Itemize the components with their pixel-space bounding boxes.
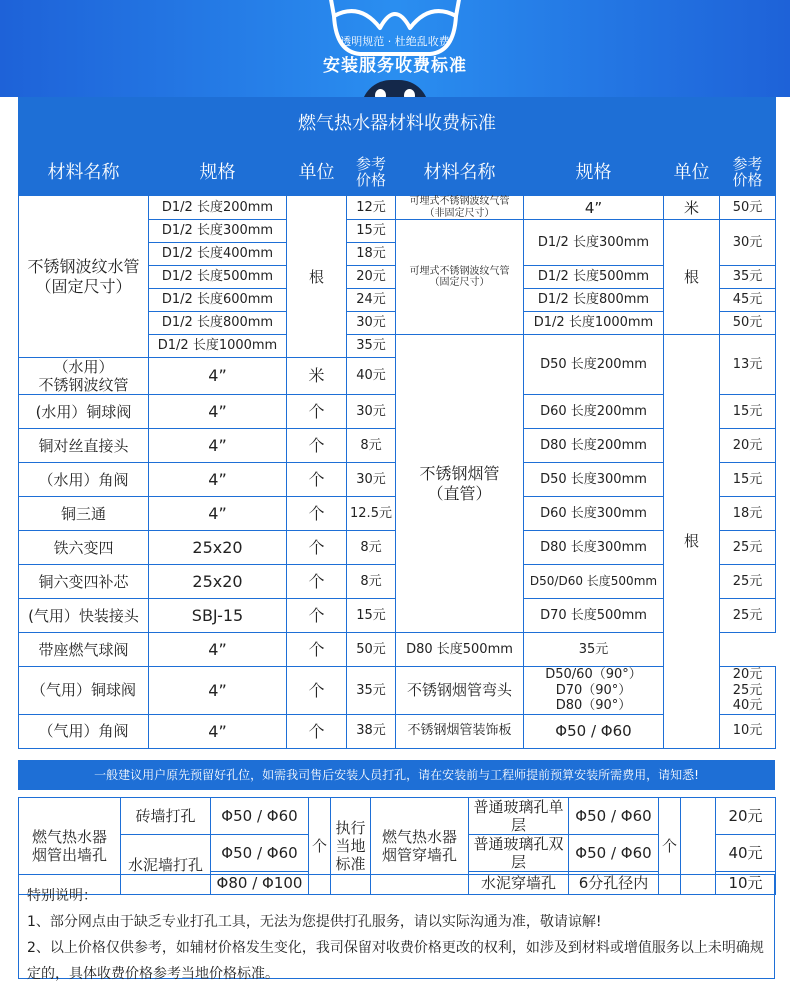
material-name: 铜三通 xyxy=(19,497,149,531)
unit-cell: 个 xyxy=(287,633,347,667)
spec-cell: D1/2 长度1000mm xyxy=(524,312,664,335)
unit-cell: 个 xyxy=(309,798,331,895)
price-cell: 18元 xyxy=(720,497,776,531)
material-name: (水用）铜球阀 xyxy=(19,395,149,429)
price-cell: 20元 25元 40元 xyxy=(720,667,776,715)
spec-cell: D1/2 长度800mm xyxy=(149,312,287,335)
price-cell: 30元 xyxy=(347,463,396,497)
drill-type: 普通玻璃孔双层 xyxy=(469,835,569,872)
spec-cell: D80 长度500mm xyxy=(396,633,524,667)
material-name: 不锈钢烟管弯头 xyxy=(396,667,524,715)
drill-spec: 6分孔径内 xyxy=(569,872,659,895)
col-name-left: 材料名称 xyxy=(19,151,149,196)
col-name-right: 材料名称 xyxy=(396,151,524,196)
price-cell: 15元 xyxy=(347,599,396,633)
price-cell: 10元 xyxy=(716,872,776,895)
unit-cell: 个 xyxy=(287,531,347,565)
header-banner xyxy=(0,0,790,97)
unit-cell: 个 xyxy=(287,599,347,633)
spec-cell: 25x20 xyxy=(149,531,287,565)
drill-spec: Φ50 / Φ60 xyxy=(211,835,309,872)
spec-cell: D80 长度300mm xyxy=(524,531,664,565)
drilling-notice-bar: 一般建议用户原先预留好孔位，如需我司售后安装人员打孔，请在安装前与工程师提前预算安装所需费用，请知悉! xyxy=(18,760,775,790)
price-cell: 40元 xyxy=(347,358,396,395)
price-cell: 25元 xyxy=(720,531,776,565)
special-notes xyxy=(18,874,775,982)
price-cell: 45元 xyxy=(720,289,776,312)
price-cell: 50元 xyxy=(720,196,776,220)
price-cell: 35元 xyxy=(720,266,776,289)
spec-cell: D50 长度200mm xyxy=(524,335,664,395)
spec-cell: 4” xyxy=(149,633,287,667)
spec-cell: D50/60（90°） D70（90°） D80（90°） xyxy=(524,667,664,715)
drill-spec: Φ80 / Φ100 xyxy=(211,872,309,895)
tmall-eyes-icon xyxy=(361,80,429,97)
spec-cell: D1/2 长度200mm xyxy=(149,196,287,220)
price-cell: 18元 xyxy=(347,243,396,266)
col-unit-right: 单位 xyxy=(664,151,720,196)
unit-cell: 根 xyxy=(664,335,720,749)
price-cell: 25元 xyxy=(720,599,776,633)
material-name: 不锈钢波纹水管 （固定尺寸） xyxy=(19,196,149,358)
unit-cell: 个 xyxy=(659,798,681,895)
price-cell: 20元 xyxy=(720,429,776,463)
price-cell: 35元 xyxy=(347,335,396,358)
material-name: （气用）铜球阀 xyxy=(19,667,149,715)
col-spec-left: 规格 xyxy=(149,151,287,196)
price-cell: 30元 xyxy=(347,395,396,429)
spec-cell: 4” xyxy=(149,358,287,395)
spec-cell: 4” xyxy=(149,395,287,429)
price-cell: 25元 xyxy=(720,565,776,599)
drill-type: 水泥墙打孔 xyxy=(121,835,211,895)
notes-item-1: 1、部分网点由于缺乏专业打孔工具，无法为您提供打孔服务，请以实际沟通为准，敬请谅解! xyxy=(27,914,602,930)
spec-cell: 25x20 xyxy=(149,565,287,599)
local-standard: 执行 当地 标准 xyxy=(331,798,371,895)
price-cell: 40元 xyxy=(716,835,776,872)
price-cell: 30元 xyxy=(720,220,776,266)
drill-spec: Φ50 / Φ60 xyxy=(211,798,309,835)
drill-type: 普通玻璃孔单层 xyxy=(469,798,569,835)
col-spec-right: 规格 xyxy=(524,151,664,196)
material-name: 不锈钢烟管装饰板 xyxy=(396,714,524,748)
unit-cell: 个 xyxy=(287,463,347,497)
price-cell: 50元 xyxy=(347,633,396,667)
unit-cell: 米 xyxy=(664,196,720,220)
spec-cell: 4” xyxy=(149,714,287,748)
spec-cell: 4” xyxy=(149,667,287,715)
spec-cell: D1/2 长度500mm xyxy=(149,266,287,289)
price-cell: 8元 xyxy=(347,565,396,599)
spec-cell: D50 长度300mm xyxy=(524,463,664,497)
spec-cell: Φ50 / Φ60 xyxy=(524,714,664,748)
spec-cell: D1/2 长度300mm xyxy=(149,220,287,243)
unit-cell: 个 xyxy=(287,395,347,429)
price-cell: 35元 xyxy=(524,633,664,667)
unit-cell: 个 xyxy=(287,714,347,748)
unit-cell: 个 xyxy=(287,497,347,531)
col-price-left: 参考 价格 xyxy=(347,151,396,196)
notes-title: 特别说明： xyxy=(27,888,97,904)
price-cell: 10元 xyxy=(720,714,776,748)
unit-cell: 根 xyxy=(664,220,720,335)
price-cell: 20元 xyxy=(347,266,396,289)
price-cell: 8元 xyxy=(347,429,396,463)
unit-cell: 根 xyxy=(287,196,347,358)
drill-type: 砖墙打孔 xyxy=(121,798,211,835)
spec-cell: D1/2 长度400mm xyxy=(149,243,287,266)
material-name: (气用）快装接头 xyxy=(19,599,149,633)
notes-item-2: 2、以上价格仅供参考，如辅材价格发生变化，我司保留对收费价格更改的权利，如涉及到材料或增值服务以上未明确规定的，具体收费价格参考当地价格标准。 xyxy=(27,940,764,982)
spec-cell: 4” xyxy=(149,497,287,531)
spec-cell: D60 长度300mm xyxy=(524,497,664,531)
price-cell: 24元 xyxy=(347,289,396,312)
col-price-right: 参考 价格 xyxy=(720,151,776,196)
banner-title: 安装服务收费标准 xyxy=(323,56,467,76)
material-name: 铜对丝直接头 xyxy=(19,429,149,463)
price-cell: 15元 xyxy=(720,463,776,497)
spec-cell: 4” xyxy=(149,429,287,463)
material-name: 不锈钢烟管 （直管） xyxy=(396,335,524,633)
spec-cell: 4” xyxy=(149,463,287,497)
material-name: 铁六变四 xyxy=(19,531,149,565)
material-name: （水用） 不锈钢波纹管 xyxy=(19,358,149,395)
price-cell: 15元 xyxy=(347,220,396,243)
table-title: 燃气热水器材料收费标准 xyxy=(19,98,776,151)
drill-category: 燃气热水器 烟管出墙孔 xyxy=(19,798,121,895)
spec-cell: D80 长度200mm xyxy=(524,429,664,463)
unit-cell: 米 xyxy=(287,358,347,395)
col-unit-left: 单位 xyxy=(287,151,347,196)
drill-spec: Φ50 / Φ60 xyxy=(569,835,659,872)
material-price-table xyxy=(18,97,776,749)
drill-type: 水泥穿墙孔 xyxy=(469,872,569,895)
spec-cell: D1/2 长度600mm xyxy=(149,289,287,312)
spec-cell: D70 长度500mm xyxy=(524,599,664,633)
price-cell: 20元 xyxy=(716,798,776,835)
spec-cell: D1/2 长度1000mm xyxy=(149,335,287,358)
material-name: 可埋式不锈钢波纹气管 （固定尺寸） xyxy=(396,220,524,335)
price-cell: 12.5元 xyxy=(347,497,396,531)
material-name: 带座燃气球阀 xyxy=(19,633,149,667)
material-name: （气用）角阀 xyxy=(19,714,149,748)
material-name: 铜六变四补芯 xyxy=(19,565,149,599)
spec-cell: D1/2 长度300mm xyxy=(524,220,664,266)
spec-cell: 4” xyxy=(524,196,664,220)
spec-cell: D1/2 长度800mm xyxy=(524,289,664,312)
drill-spec: Φ50 / Φ60 xyxy=(569,798,659,835)
unit-cell: 个 xyxy=(287,429,347,463)
drill-category: 燃气热水器 烟管穿墙孔 xyxy=(371,798,469,895)
price-cell: 38元 xyxy=(347,714,396,748)
price-cell: 30元 xyxy=(347,312,396,335)
spec-cell: D1/2 长度500mm xyxy=(524,266,664,289)
price-cell: 15元 xyxy=(720,395,776,429)
banner-slogan: 透明规范 · 杜绝乱收费 xyxy=(340,35,450,48)
spec-cell: D50/D60 长度500mm xyxy=(524,565,664,599)
material-name: 可埋式不锈钢波纹气管 （非固定尺寸） xyxy=(396,196,524,220)
spec-cell: SBJ-15 xyxy=(149,599,287,633)
price-cell: 8元 xyxy=(347,531,396,565)
price-cell: 50元 xyxy=(720,312,776,335)
spec-cell: D60 长度200mm xyxy=(524,395,664,429)
unit-cell: 个 xyxy=(287,667,347,715)
price-cell: 12元 xyxy=(347,196,396,220)
unit-cell: 个 xyxy=(287,565,347,599)
price-cell: 13元 xyxy=(720,335,776,395)
price-cell: 35元 xyxy=(347,667,396,715)
material-name: （水用）角阀 xyxy=(19,463,149,497)
